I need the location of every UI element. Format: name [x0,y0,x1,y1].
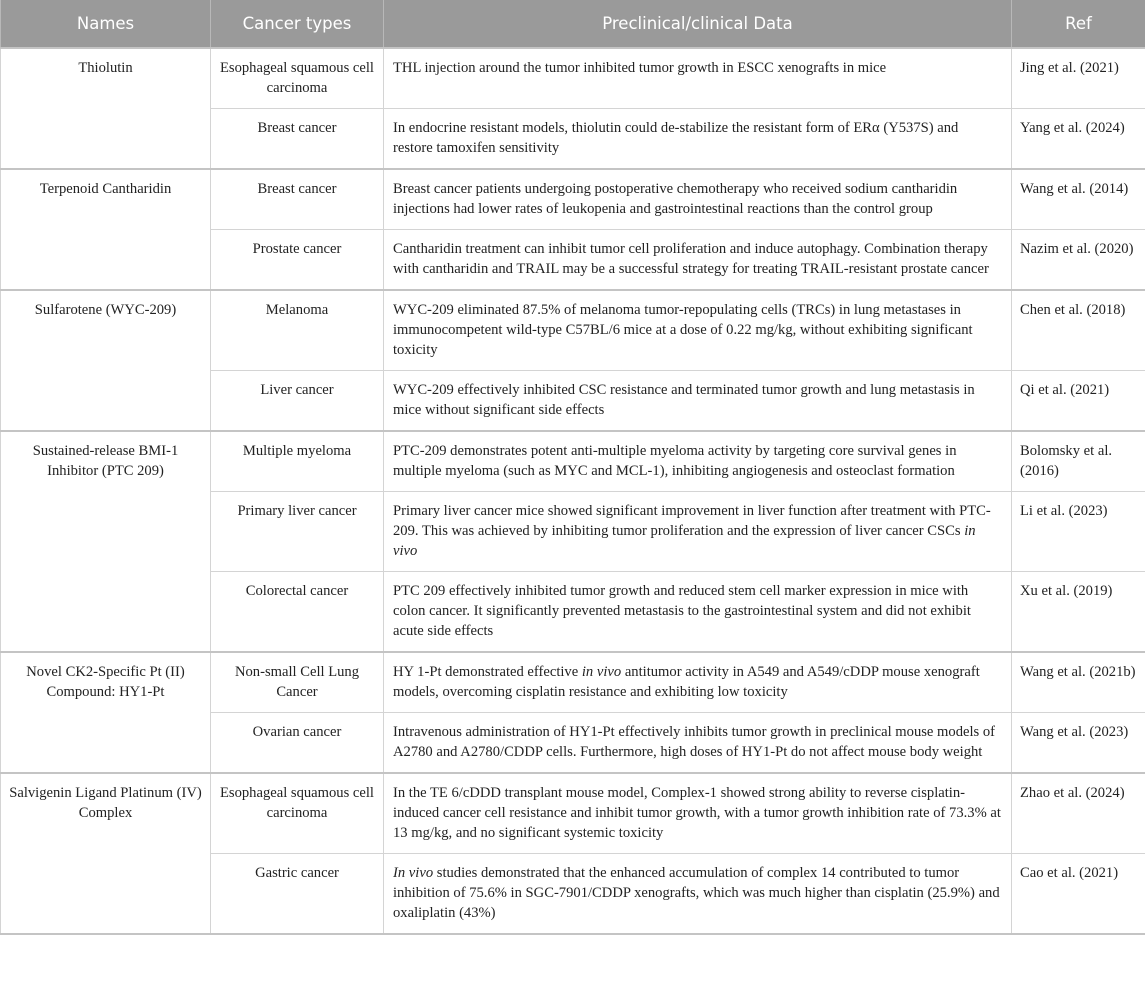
clinical-data-cell [384,773,1012,854]
cancer-type-cell: Breast cancer [211,169,384,230]
clinical-data-cell [384,652,1012,713]
cancer-type-cell: Non-small Cell Lung Cancer [211,652,384,713]
header-data: Preclinical/clinical Data [384,0,1012,48]
reference-cell: Wang et al. (2021b) [1012,652,1145,713]
clinical-data-cell [384,169,1012,230]
header-names: Names [1,0,211,48]
cancer-type-cell: Breast cancer [211,109,384,170]
clinical-data-cell [384,230,1012,291]
text-segment: WYC-209 eliminated 87.5% of melanoma tumor-repopulating cells (TRCs) in lung metastases in immunocompetent wild-type C57BL/6 mice at a dose of 0.22 mg/kg, without exhibiting significant toxicity [393,302,973,358]
clinical-data-cell [384,492,1012,572]
cancer-type-cell: Prostate cancer [211,230,384,291]
drug-name-cell: Sustained-release BMI-1 Inhibitor (PTC 209) [1,431,211,652]
reference-cell: Li et al. (2023) [1012,492,1145,572]
drug-name-cell: Thiolutin [1,48,211,169]
cancer-type-cell: Gastric cancer [211,854,384,935]
table-row [1,169,1145,230]
header-cancer-types: Cancer types [211,0,384,48]
text-segment: Breast cancer patients undergoing postoperative chemotherapy who received sodium cantharidin injections had lower rates of leukopenia and gastrointestinal reactions than the control group [393,181,958,217]
table-row [1,652,1145,713]
clinical-data-cell [384,431,1012,492]
text-segment: WYC-209 effectively inhibited CSC resistance and terminated tumor growth and lung metastasis in mice without significant side effects [393,382,975,418]
text-segment: PTC-209 demonstrates potent anti-multiple myeloma activity by targeting core survival genes in multiple myeloma (such as MYC and MCL-1), inhibiting angiogenesis and osteoclast formation [393,443,957,479]
text-segment: In the TE 6/cDDD transplant mouse model, Complex-1 showed strong ability to reverse cisplatin-induced cancer cell resistance and inhibit tumor growth, with a tumor growth inhibition rate of 73.3% at 13 mg/kg, and no significant systemic toxicity [393,785,1001,841]
cancer-type-cell: Melanoma [211,290,384,371]
text-segment: In endocrine resistant models, thiolutin could de-stabilize the resistant form of ERα (Y537S) and restore tamoxifen sensitivity [393,120,959,156]
clinical-data-cell [384,713,1012,774]
header-row [1,0,1145,48]
reference-cell: Chen et al. (2018) [1012,290,1145,371]
text-segment: PTC 209 effectively inhibited tumor growth and reduced stem cell marker expression in mice with colon cancer. It significantly prevented metastasis to the gastrointestinal system and did not exhibit acute side effects [393,583,971,639]
drug-name-cell: Sulfarotene (WYC-209) [1,290,211,431]
header-ref: Ref [1012,0,1145,48]
text-segment: Primary liver cancer mice showed significant improvement in liver function after treatment with PTC-209. This was achieved by inhibiting tumor proliferation and the expression of liver cancer CSCs [393,503,991,539]
text-segment: HY 1-Pt demonstrated effective [393,664,582,680]
drug-name-cell: Salvigenin Ligand Platinum (IV) Complex [1,773,211,934]
clinical-data-cell [384,371,1012,432]
text-segment: Intravenous administration of HY1-Pt effectively inhibits tumor growth in preclinical mouse models of A2780 and A2780/CDDP cells. Furthermore, high doses of HY1-Pt do not affect mouse body weight [393,724,996,760]
italic-text: in vivo [581,664,622,680]
drug-name-cell: Terpenoid Cantharidin [1,169,211,290]
clinical-data-cell [384,48,1012,109]
reference-cell: Cao et al. (2021) [1012,854,1145,935]
clinical-data-cell [384,109,1012,170]
reference-cell: Zhao et al. (2024) [1012,773,1145,854]
cancer-type-cell: Esophageal squamous cell carcinoma [211,773,384,854]
italic-text: in vivo [393,523,976,559]
text-segment: antitumor activity in A549 and A549/cDDP mouse xenograft models, overcoming cisplatin resistance and exhibiting low toxicity [393,664,980,700]
reference-cell: Yang et al. (2024) [1012,109,1145,170]
cancer-type-cell: Ovarian cancer [211,713,384,774]
table-row [1,48,1145,109]
reference-cell: Nazim et al. (2020) [1012,230,1145,291]
table-row [1,773,1145,854]
reference-cell: Wang et al. (2014) [1012,169,1145,230]
drug-name-cell: Novel CK2-Specific Pt (II) Compound: HY1-Pt [1,652,211,773]
text-segment: studies demonstrated that the enhanced accumulation of complex 14 contributed to tumor inhibition of 75.6% in SGC-7901/CDDP xenografts, which was much higher than cisplatin (25.9%) and oxaliplatin (43%) [393,865,1000,921]
reference-cell: Wang et al. (2023) [1012,713,1145,774]
reference-cell: Jing et al. (2021) [1012,48,1145,109]
reference-cell: Bolomsky et al. (2016) [1012,431,1145,492]
cancer-type-cell: Multiple myeloma [211,431,384,492]
reference-cell: Xu et al. (2019) [1012,572,1145,653]
clinical-data-cell [384,572,1012,653]
text-segment: Cantharidin treatment can inhibit tumor cell proliferation and induce autophagy. Combination therapy with cantharidin and TRAIL may be a successful strategy for treating TRAIL-resistant prostate cancer [393,241,989,277]
table-row [1,431,1145,492]
reference-cell: Qi et al. (2021) [1012,371,1145,432]
cancer-type-cell: Colorectal cancer [211,572,384,653]
table-row [1,290,1145,371]
cancer-type-cell: Primary liver cancer [211,492,384,572]
cancer-type-cell: Esophageal squamous cell carcinoma [211,48,384,109]
cancer-type-cell: Liver cancer [211,371,384,432]
italic-text: In vivo [393,865,434,881]
text-segment: THL injection around the tumor inhibited tumor growth in ESCC xenografts in mice [393,60,887,76]
clinical-data-cell [384,854,1012,935]
clinical-data-cell [384,290,1012,371]
